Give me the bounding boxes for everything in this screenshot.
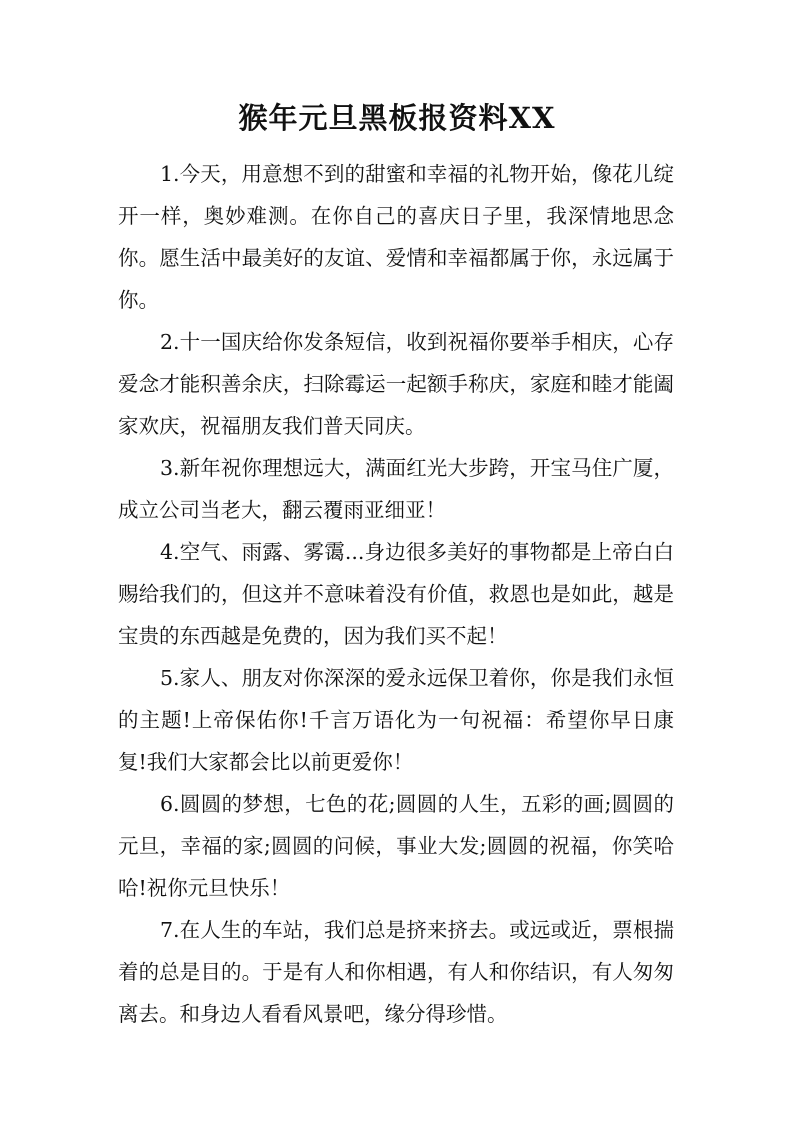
document-body — [118, 153, 674, 1035]
paragraph-3: 3.新年祝你理想远大，满面红光大步跨，开宝马住广厦，成立公司当老大，翻云覆雨亚细亚！ — [118, 456, 674, 522]
paragraph-4: 4.空气、雨露、雾霭...身边很多美好的事物都是上帝白白赐给我们的，但这并不意味着没有价值，救恩也是如此，越是宝贵的东西越是免费的，因为我们买不起！ — [118, 540, 674, 648]
paragraph-2: 2.十一国庆给你发条短信，收到祝福你要举手相庆，心存爱念才能积善余庆，扫除霉运一起额手称庆，家庭和睦才能阖家欢庆，祝福朋友我们普天同庆。 — [118, 330, 674, 438]
document-title: 猴年元旦黑板报资料XX — [238, 101, 556, 135]
paragraph-1: 1.今天，用意想不到的甜蜜和幸福的礼物开始，像花儿绽开一样，奥妙难测。在你自己的喜庆日子里，我深情地思念你。愿生活中最美好的友谊、爱情和幸福都属于你，永远属于你。 — [118, 162, 674, 312]
paragraph-5: 5.家人、朋友对你深深的爱永远保卫着你，你是我们永恒的主题!上帝保佑你!千言万语化为一句祝福：希望你早日康复!我们大家都会比以前更爱你！ — [118, 666, 674, 774]
paragraph-7: 7.在人生的车站，我们总是挤来挤去。或远或近，票根揣着的总是目的。于是有人和你相遇，有人和你结识，有人匆匆离去。和身边人看看风景吧，缘分得珍惜。 — [118, 918, 674, 1026]
paragraph-6: 6.圆圆的梦想，七色的花;圆圆的人生，五彩的画;圆圆的元旦，幸福的家;圆圆的问候，事业大发;圆圆的祝福，你笑哈哈!祝你元旦快乐！ — [118, 792, 674, 900]
